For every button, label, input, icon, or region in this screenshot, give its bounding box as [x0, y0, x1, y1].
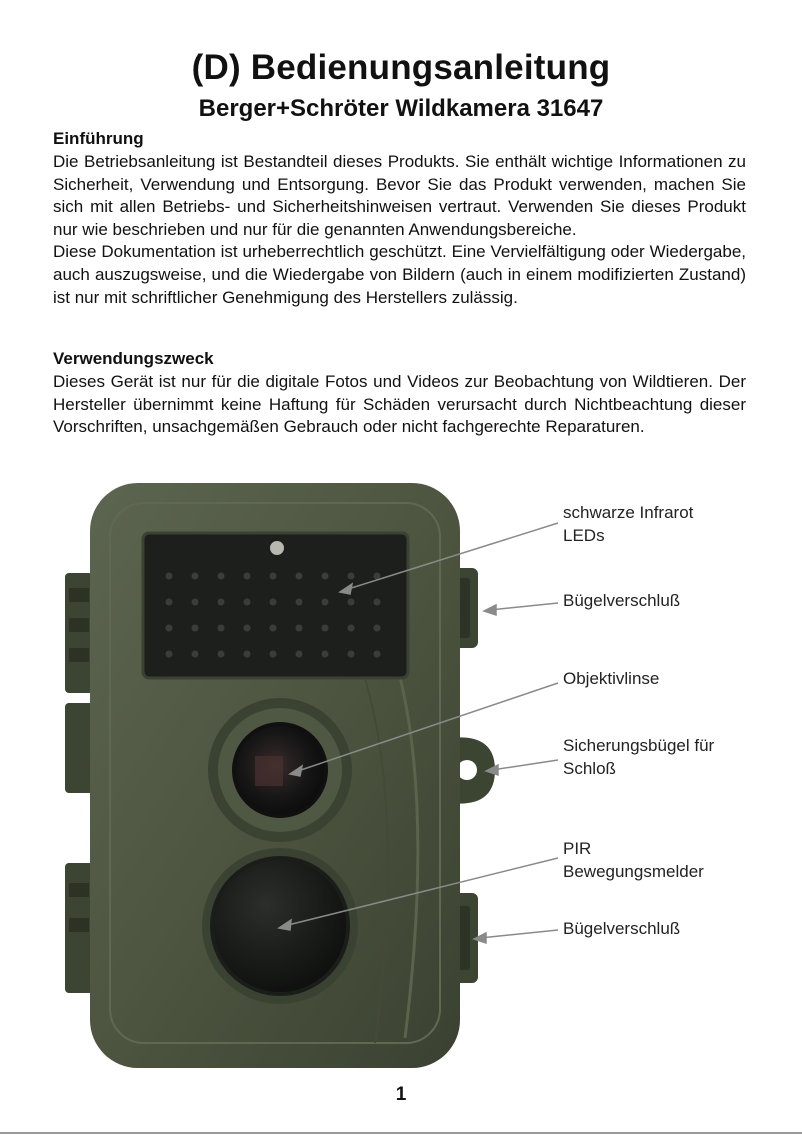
callout-lens: Objektivlinse — [563, 669, 660, 688]
intro-paragraph-1: Die Betriebsanleitung ist Bestandteil dieses Produkts. Sie enthält wichtige Informationen zu Sicherheit, Verwendung und Entsorgung. Bevor Sie das Produkt verwenden, machen Sie sich mit allen Betriebs- und Sicherheitshinweisen vertraut. Verwenden Sie dieses Produkt nur wie beschrieben und nur für die genannten Anwendungsbereiche. — [53, 152, 746, 239]
callout-pir — [563, 837, 704, 883]
purpose-heading: Verwendungszweck — [53, 349, 214, 368]
page-number: 1 — [395, 1084, 407, 1105]
purpose-paragraph: Dieses Gerät ist nur für die digitale Fotos und Videos zur Beobachtung von Wildtieren. Der Hersteller übernimmt keine Haftung für Schäden verursacht durch Nichtbeachtung dieser Vorschriften, unsachgemäßen Gebrauch oder nicht fachgerechte Reparaturen. — [53, 372, 746, 437]
bottom-divider — [0, 1132, 802, 1134]
callout-lock-loop-line2: Schloß — [563, 759, 616, 778]
intro-paragraph-2: Diese Dokumentation ist urheberrechtlich geschützt. Eine Vervielfältigung oder Wiedergabe, auch auszugsweise, und die Wiedergabe von Bildern (auch in einem modifizierten Zustand) ist nur mit schriftlicher Genehmigung des Herstellers zulässig. — [53, 242, 746, 307]
latch-bottom-pointer — [480, 930, 558, 938]
page-subtitle: Berger+Schröter Wildkamera 31647 — [198, 95, 604, 122]
callout-latch-top: Bügelverschluß — [563, 591, 681, 610]
callout-pir-line2: Bewegungsmelder — [563, 862, 704, 881]
callout-lock-loop — [563, 734, 714, 780]
callout-pir-line1: PIR — [563, 839, 592, 858]
lens-pointer — [295, 683, 558, 772]
pir-pointer — [284, 858, 558, 926]
callout-ir-leds-line1: schwarze Infrarot — [563, 503, 694, 522]
lock-pointer — [492, 760, 558, 770]
latch-top-pointer — [490, 603, 558, 610]
intro-heading: Einführung — [53, 129, 144, 148]
callout-ir-leds-line2: LEDs — [563, 526, 605, 545]
callout-lock-loop-line1: Sicherungsbügel für — [563, 736, 715, 755]
callout-latch-bottom: Bügelverschluß — [563, 919, 681, 938]
leds-pointer — [345, 523, 558, 590]
callout-ir-leds — [563, 501, 693, 547]
page-title: (D) Bedienungsanleitung — [191, 48, 611, 87]
